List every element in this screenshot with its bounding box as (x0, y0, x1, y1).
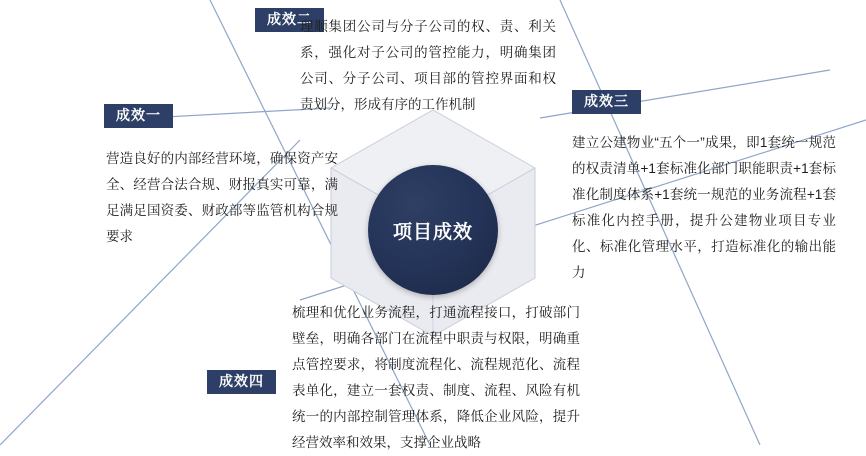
branch-tag-3: 成效三 (572, 90, 641, 114)
branch-tag-1: 成效一 (104, 104, 173, 128)
branch-text-1: 营造良好的内部经营环境，确保资产安全、经营合法合规、财报真实可靠，满足满足国资委、财政部等监管机构合规要求 (106, 151, 338, 244)
branch-tag-4: 成效四 (207, 370, 276, 394)
branch-text-3: 建立公建物业“五个一”成果，即1套统一规范的权责清单+1套标准化部门职能职责+1套标准化制度体系+1套统一规范的业务流程+1套标准化内控手册，提升公建物业项目专业化、标准化管理水平，打造标准化的输出能力 (572, 135, 836, 280)
branch-tag-2: 成效二 (255, 8, 324, 32)
branch-text-2: 理顺集团公司与分子公司的权、责、利关系，强化对子公司的管控能力，明确集团公司、分子公司、项目部的管控界面和权责划分，形成有序的工作机制 (300, 19, 556, 112)
center-circle (368, 165, 498, 295)
center-label: 项目成效 (392, 221, 473, 243)
branch-text-4: 梳理和优化业务流程，打通流程接口，打破部门壁垒，明确各部门在流程中职责与权限，明确重点管控要求，将制度流程化、流程规范化、流程表单化，建立一套权责、制度、流程、风险有机统一的内部控制管理体系，降低企业风险，提升经营效率和效果，支撑企业战略 (292, 305, 580, 450)
